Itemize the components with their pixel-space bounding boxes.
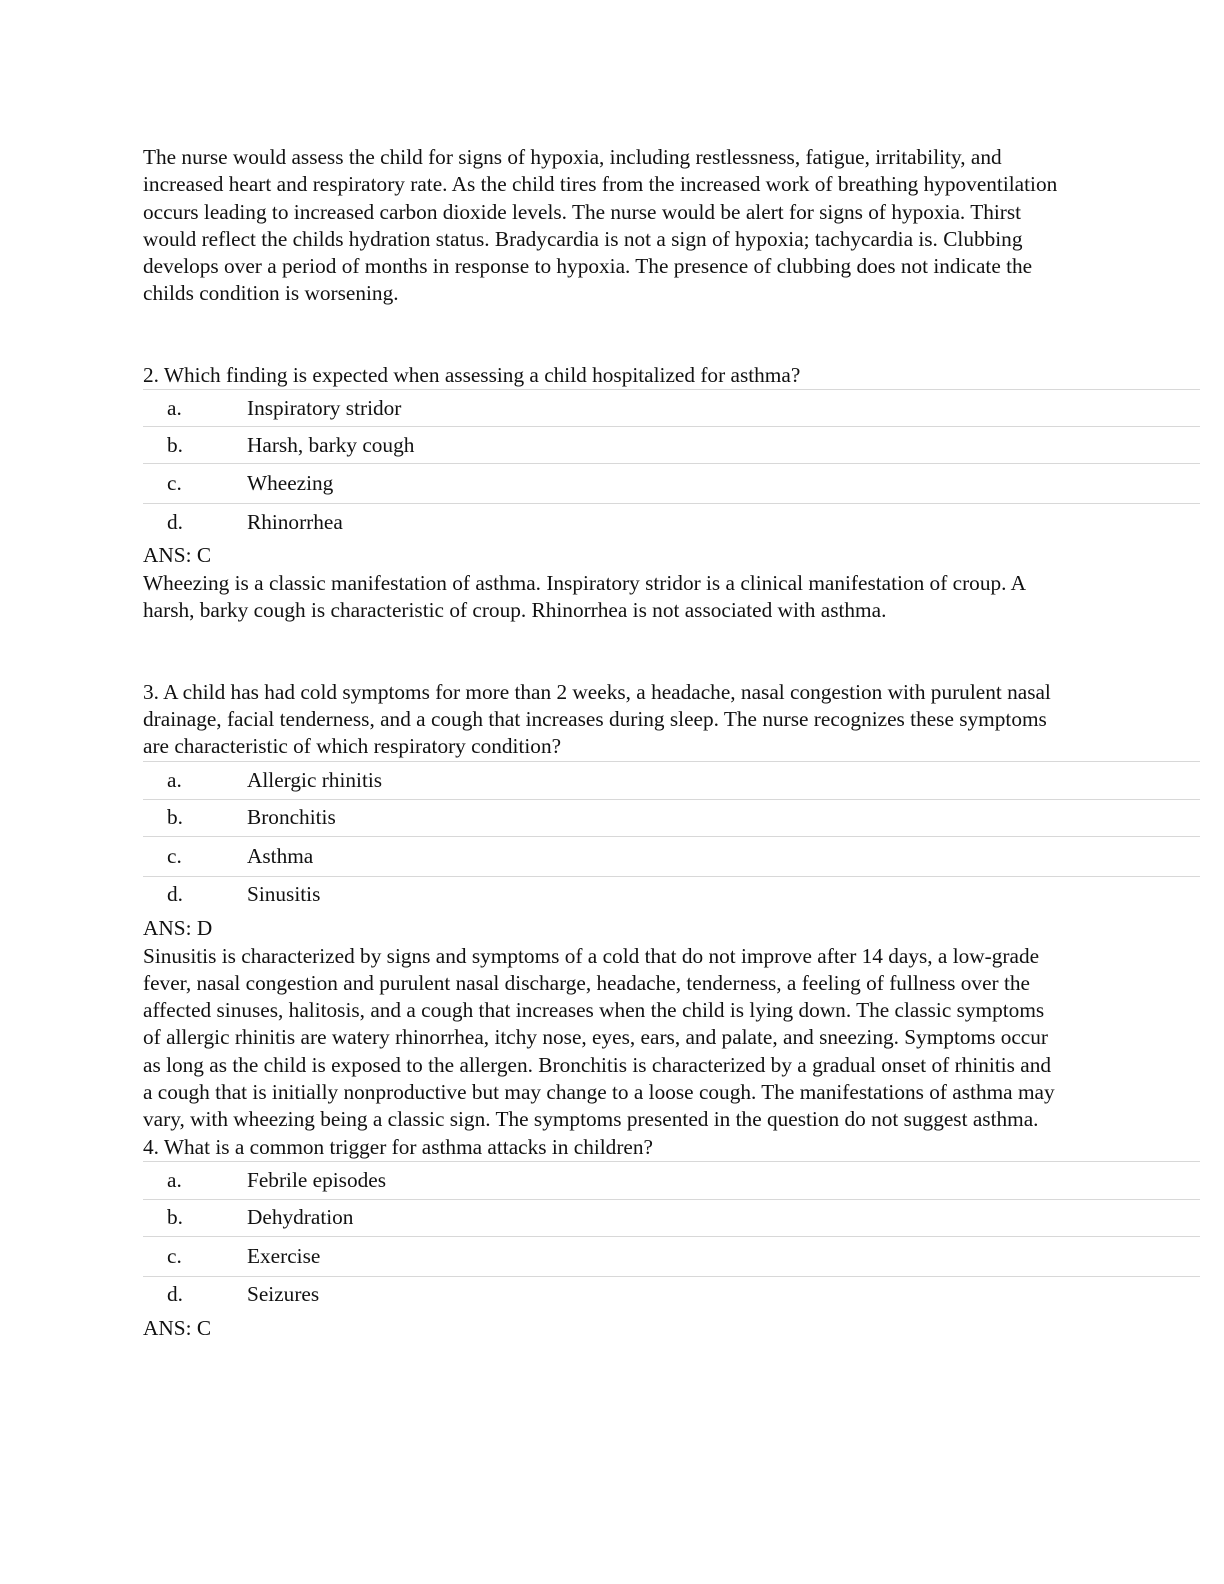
option-letter: d. (167, 509, 183, 534)
intro-rationale: The nurse would assess the child for signs of hypoxia, including restlessness, fatigue, irritability, and increased heart and respiratory rate. As the child tires from the increased work of breathing hypoventilation occurs leading to increased carbon dioxide levels. The nurse would be alert for signs of hypoxia. Thirst would reflect the childs hydration status. Bradycardia is not a sign of hypoxia; tachycardia is. Clubbing develops over a period of months in response to hypoxia. The presence of clubbing does not indicate the childs condition is worsening. (143, 145, 1058, 306)
option-text: Asthma (247, 843, 314, 868)
option-letter: c. (167, 843, 182, 868)
option-letter: b. (167, 1205, 183, 1230)
option-b (143, 1199, 1200, 1236)
option-letter: c. (167, 1243, 182, 1268)
option-c (143, 1236, 1200, 1276)
option-a (143, 1161, 1200, 1199)
question-stem: 2. Which finding is expected when assessing a child hospitalized for asthma? (143, 362, 801, 387)
option-letter: b. (167, 805, 183, 830)
question-stem: 3. A child has had cold symptoms for more than 2 weeks, a headache, nasal congestion with purulent nasal drainage, facial tenderness, and a cough that increases during sleep. The nurse recognizes these symptoms are characteristic of which respiratory condition? (143, 679, 1051, 759)
question-4 (143, 1134, 1200, 1343)
answer-key: ANS: C (143, 543, 212, 568)
answer-rationale: Wheezing is a classic manifestation of asthma. Inspiratory stridor is a clinical manifestation of croup. A harsh, barky cough is characteristic of croup. Rhinorrhea is not associated with asthma. (143, 571, 1025, 623)
option-b (143, 799, 1200, 836)
option-text: Bronchitis (247, 805, 336, 830)
option-letter: d. (167, 882, 183, 907)
option-text: Rhinorrhea (247, 509, 343, 534)
option-text: Seizures (247, 1282, 320, 1307)
option-d (143, 503, 1200, 540)
option-text: Harsh, barky cough (247, 432, 415, 457)
option-text: Allergic rhinitis (247, 767, 383, 792)
option-letter: b. (167, 432, 183, 457)
option-list (143, 389, 1200, 540)
answer-rationale: Sinusitis is characterized by signs and symptoms of a cold that do not improve after 14 days, a low-grade fever, nasal congestion and purulent nasal discharge, headache, tenderness, a feeling of fullness over the affected sinuses, halitosis, and a cough that increases when the child is lying down. The classic symptoms of allergic rhinitis are watery rhinorrhea, itchy nose, eyes, ears, and palate, and sneezing. Symptoms occur as long as the child is exposed to the allergen. Bronchitis is characterized by a gradual onset of rhinitis and a cough that is initially nonproductive but may change to a loose cough. The manifestations of asthma may vary, with wheezing being a classic sign. The symptoms presented in the question do not suggest asthma. (143, 943, 1055, 1132)
document-page (143, 144, 1200, 1343)
option-a (143, 389, 1200, 426)
question-3 (143, 679, 1200, 1134)
option-b (143, 426, 1200, 463)
answer-key: ANS: D (143, 915, 213, 940)
option-text: Inspiratory stridor (247, 395, 402, 420)
option-text: Dehydration (247, 1205, 354, 1230)
option-a (143, 761, 1200, 799)
option-text: Sinusitis (247, 882, 321, 907)
option-list (143, 1161, 1200, 1313)
option-letter: a. (167, 1167, 182, 1192)
option-letter: a. (167, 767, 182, 792)
option-text: Wheezing (247, 471, 334, 496)
option-c (143, 836, 1200, 876)
question-stem: 4. What is a common trigger for asthma attacks in children? (143, 1134, 653, 1159)
option-list (143, 761, 1200, 913)
option-letter: d. (167, 1282, 183, 1307)
option-letter: c. (167, 471, 182, 496)
option-text: Febrile episodes (247, 1167, 386, 1192)
option-d (143, 876, 1200, 913)
question-2 (143, 362, 1200, 625)
option-c (143, 463, 1200, 503)
option-d (143, 1276, 1200, 1313)
answer-key: ANS: C (143, 1315, 212, 1340)
option-letter: a. (167, 395, 182, 420)
option-text: Exercise (247, 1243, 321, 1268)
